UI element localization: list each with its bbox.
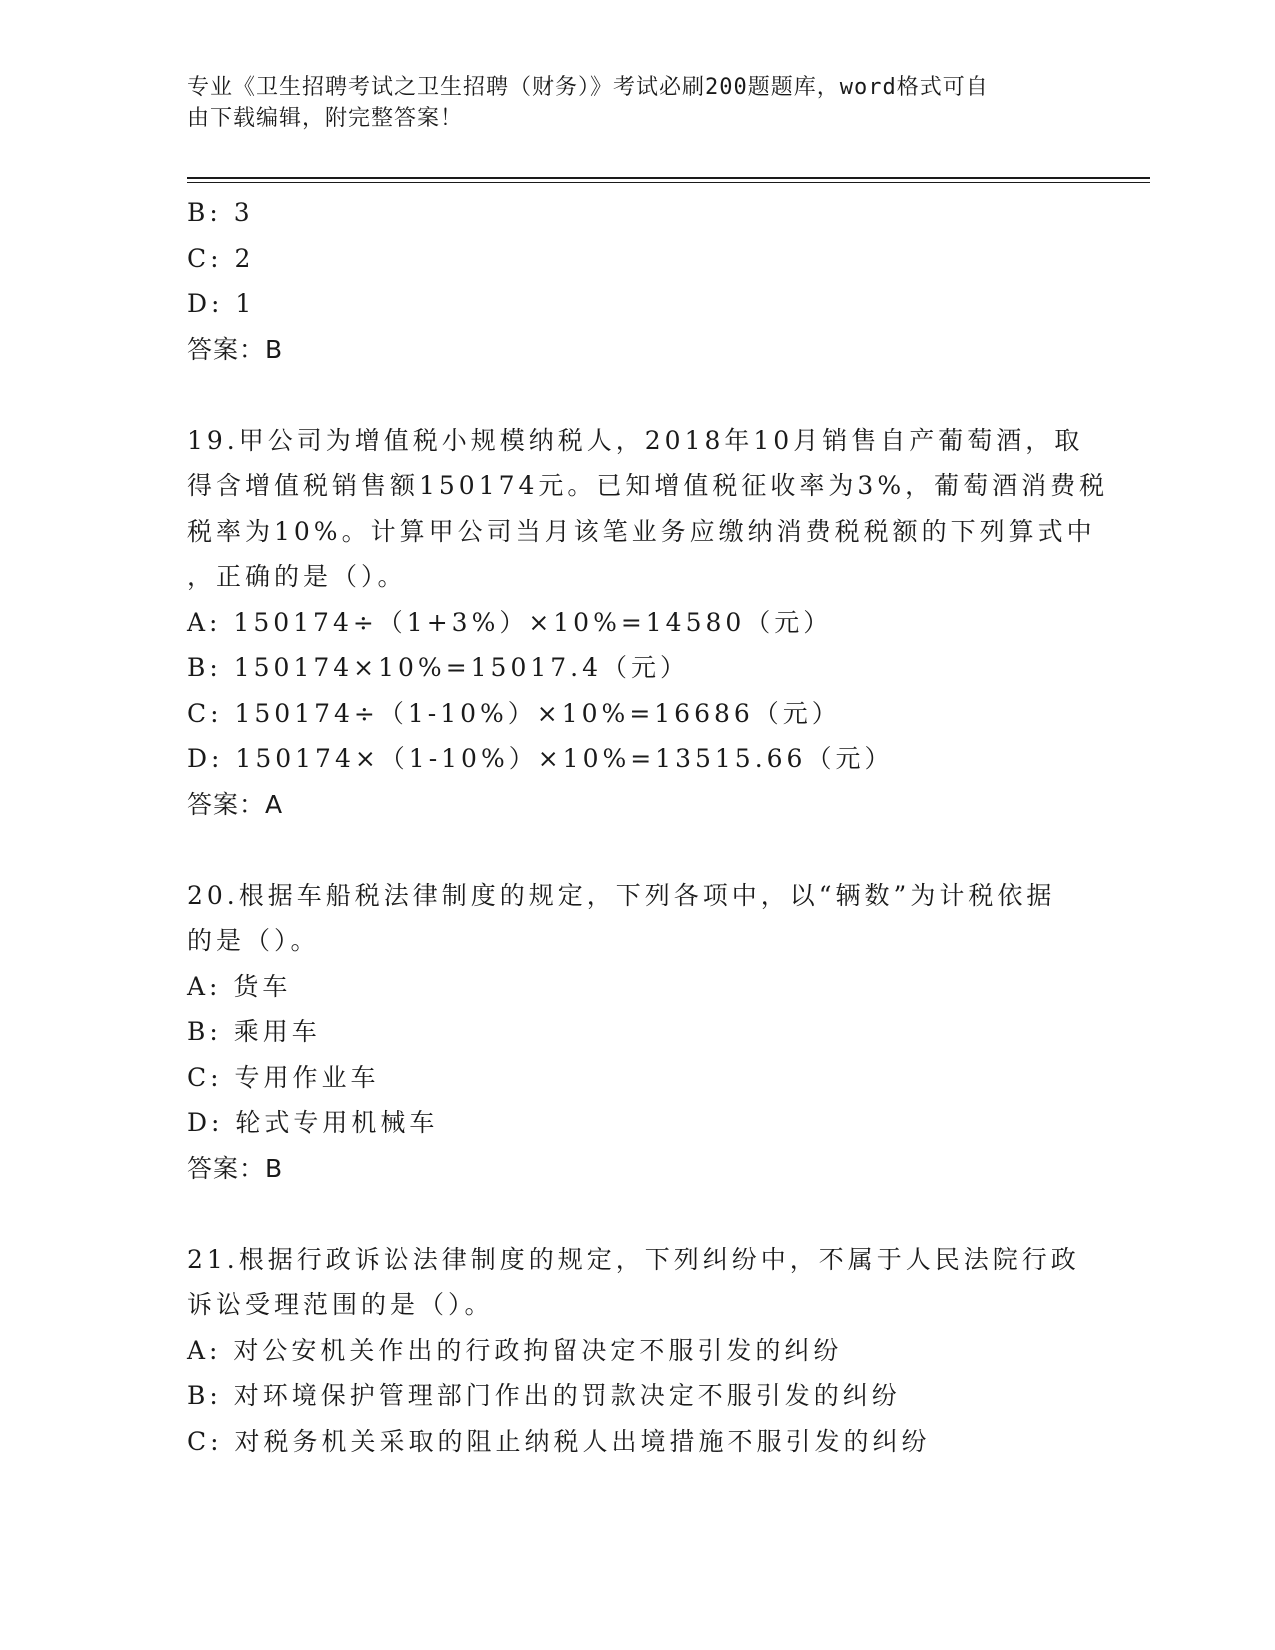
answer-line: 答案：A <box>187 789 284 819</box>
spacer <box>187 1191 1087 1237</box>
question-stem-line: 19.甲公司为增值税小规模纳税人，2018年10月销售自产葡萄酒，取 <box>187 425 1084 455</box>
question-21 <box>187 1237 1087 1465</box>
header-line-2: 由下载编辑，附完整答案！ <box>187 106 464 131</box>
question-20 <box>187 873 1087 1192</box>
option-c: C: 专用作业车 <box>187 1062 380 1092</box>
option-c: C: 对税务机关采取的阻止纳税人出境措施不服引发的纠纷 <box>187 1426 931 1456</box>
answer-line: 答案：B <box>187 1153 284 1183</box>
question-stem-line: 的是（）。 <box>187 926 320 955</box>
option-a: A: 150174÷（1+3%）×10%=14580（元） <box>187 607 833 637</box>
question-stem-line: 诉讼受理范围的是（）。 <box>187 1290 494 1319</box>
option-b: B: 3 <box>187 198 254 227</box>
option-b: B: 乘用车 <box>187 1017 321 1046</box>
option-a: A: 对公安机关作出的行政拘留决定不服引发的纠纷 <box>187 1335 843 1365</box>
option-a: A: 货车 <box>187 971 292 1001</box>
question-stem-line: 21.根据行政诉讼法律制度的规定，下列纠纷中，不属于人民法院行政 <box>187 1244 1080 1274</box>
question-stem-line: 税率为10%。计算甲公司当月该笔业务应缴纳消费税税额的下列算式中 <box>187 516 1096 546</box>
spacer <box>187 827 1087 873</box>
option-c: C: 150174÷（1-10%）×10%=16686（元） <box>187 698 841 728</box>
option-c: C: 2 <box>187 243 255 273</box>
spacer <box>187 372 1087 418</box>
page-header <box>187 72 1067 134</box>
header-divider-thin <box>187 182 1150 183</box>
question-stem-line: 得含增值税销售额150174元。已知增值税征收率为3%，葡萄酒消费税 <box>187 471 1109 500</box>
question-18-continued <box>187 190 1087 372</box>
option-b: B: 150174×10%=15017.4（元） <box>187 653 690 682</box>
question-content <box>187 190 1109 1464</box>
option-d: D: 1 <box>187 289 256 318</box>
answer-line: 答案：B <box>187 334 284 364</box>
question-stem-line: 20.根据车船税法律制度的规定，下列各项中，以“辆数”为计税依据 <box>187 880 1056 910</box>
option-d: D: 轮式专用机械车 <box>187 1108 439 1137</box>
question-19 <box>187 418 1109 828</box>
header-line-1: 专业《卫生招聘考试之卫生招聘（财务）》考试必刷200题题库，word格式可自 <box>187 75 989 100</box>
option-b: B: 对环境保护管理部门作出的罚款决定不服引发的纠纷 <box>187 1381 901 1410</box>
option-d: D: 150174×（1-10%）×10%=13515.66（元） <box>187 744 894 773</box>
header-divider-thick <box>187 177 1150 179</box>
question-stem-line: ，正确的是（）。 <box>187 562 407 591</box>
